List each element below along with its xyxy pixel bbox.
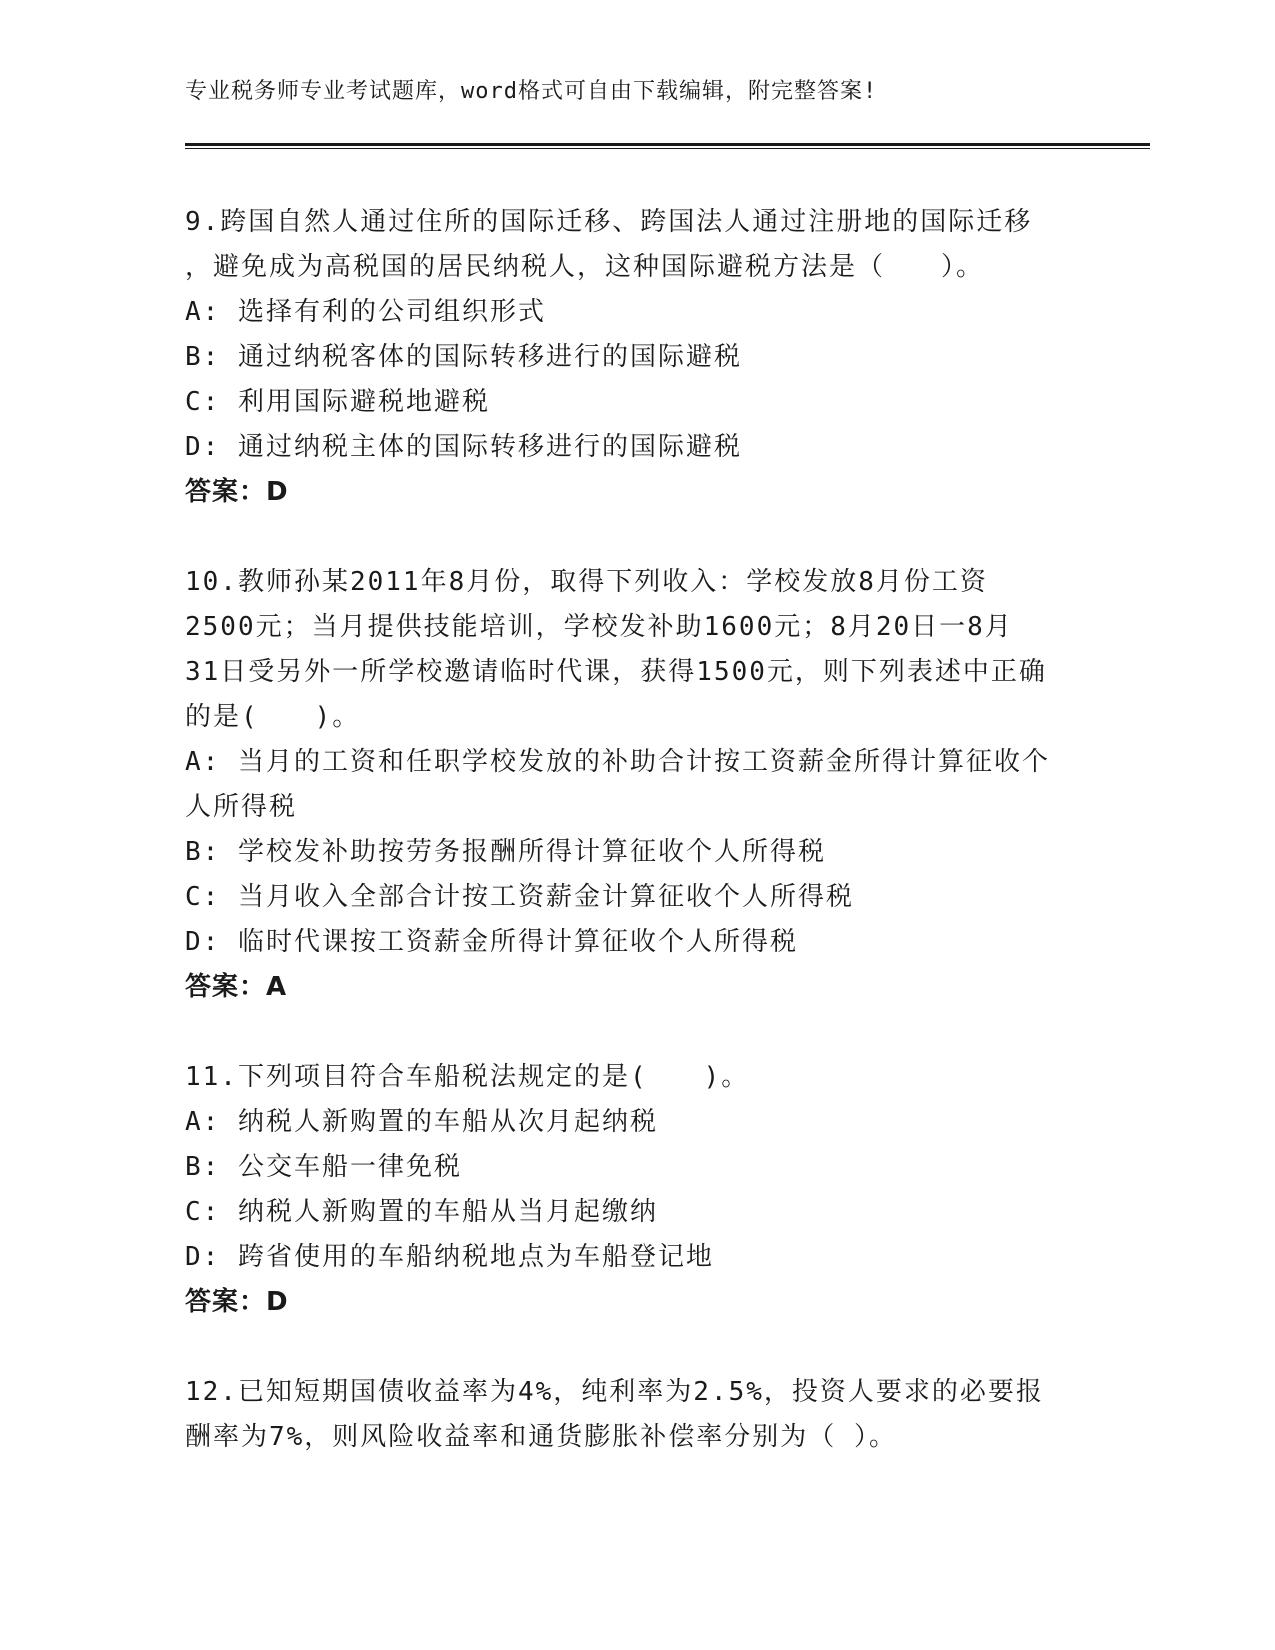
question-text: 的是( )。 — [185, 702, 361, 732]
question-text: ，避免成为高税国的居民纳税人，这种国际避税方法是（ ）。 — [185, 252, 985, 282]
question-10 — [185, 560, 1085, 1010]
option-d: D: 跨省使用的车船纳税地点为车船登记地 — [185, 1242, 714, 1272]
option-c: C: 利用国际避税地避税 — [185, 387, 490, 417]
question-text: 酬率为7%，则风险收益率和通货膨胀补偿率分别为（ ）。 — [185, 1422, 897, 1452]
question-text: 10.教师孙某2011年8月份，取得下列收入：学校发放8月份工资 — [185, 567, 988, 597]
option-a: A: 纳税人新购置的车船从次月起纳税 — [185, 1107, 658, 1137]
option-d: D: 临时代课按工资薪金所得计算征收个人所得税 — [185, 927, 798, 957]
question-11 — [185, 1055, 1085, 1325]
answer: 答案：A — [185, 972, 288, 1002]
question-12 — [185, 1370, 1085, 1460]
option-c: C: 纳税人新购置的车船从当月起缴纳 — [185, 1197, 658, 1227]
option-a: A: 选择有利的公司组织形式 — [185, 297, 546, 327]
option-b: B: 公交车船一律免税 — [185, 1152, 462, 1182]
option-b: B: 通过纳税客体的国际转移进行的国际避税 — [185, 342, 742, 372]
header-divider — [185, 143, 1150, 146]
question-text: 11.下列项目符合车船税法规定的是( )。 — [185, 1062, 750, 1092]
question-text: 31日受另外一所学校邀请临时代课，获得1500元，则下列表述中正确 — [185, 657, 1047, 687]
question-text: 9.跨国自然人通过住所的国际迁移、跨国法人通过注册地的国际迁移 — [185, 207, 1033, 237]
answer: 答案：D — [185, 477, 289, 507]
question-9 — [185, 200, 1085, 515]
page-header: 专业税务师专业考试题库，word格式可自由下载编辑，附完整答案! — [185, 79, 878, 104]
question-list — [185, 200, 1085, 1505]
option-b: B: 学校发补助按劳务报酬所得计算征收个人所得税 — [185, 837, 826, 867]
option-a-continued: 人所得税 — [185, 792, 298, 822]
option-c: C: 当月收入全部合计按工资薪金计算征收个人所得税 — [185, 882, 854, 912]
option-a: A: 当月的工资和任职学校发放的补助合计按工资薪金所得计算征收个 — [185, 747, 1050, 777]
answer: 答案：D — [185, 1287, 289, 1317]
option-d: D: 通过纳税主体的国际转移进行的国际避税 — [185, 432, 742, 462]
question-text: 12.已知短期国债收益率为4%，纯利率为2.5%，投资人要求的必要报 — [185, 1377, 1044, 1407]
question-text: 2500元；当月提供技能培训，学校发补助1600元；8月20日一8月 — [185, 612, 1013, 642]
